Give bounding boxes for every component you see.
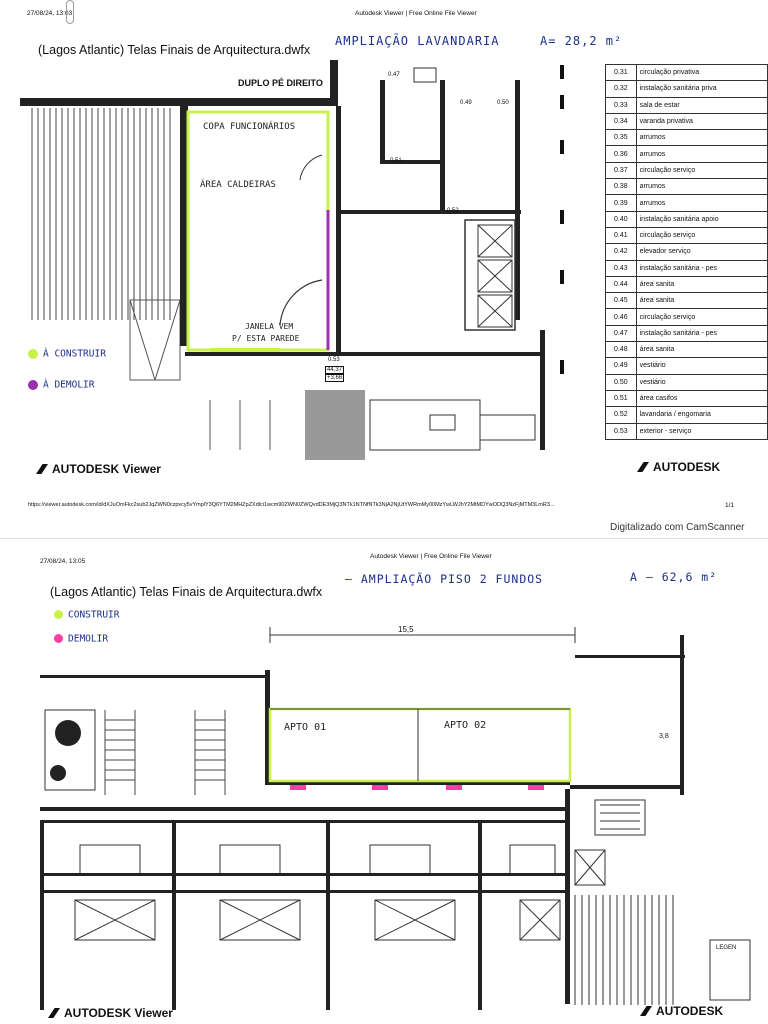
- room-name: arrumos: [636, 146, 767, 162]
- room-049: 0.49: [460, 100, 472, 106]
- room-number: 0.35: [606, 130, 637, 146]
- room-row: [606, 195, 768, 211]
- room-number: 0.44: [606, 276, 637, 292]
- label-janela-2: P/ ESTA PAREDE: [232, 334, 300, 343]
- dimension-label: 15,5: [398, 625, 414, 634]
- room-row: [606, 358, 768, 374]
- room-name: instalação sanitária apoio: [636, 211, 767, 227]
- room-name: área casifos: [636, 390, 767, 406]
- room-name: vestiário: [636, 358, 767, 374]
- page2-legend-demolir: DEMOLIR: [54, 630, 108, 648]
- label-area-caldeiras: ÁREA CALDEIRAS: [200, 180, 276, 190]
- room-name: circulação serviço: [636, 309, 767, 325]
- room-number: 0.43: [606, 260, 637, 276]
- room-name: instalação sanitária - pes: [636, 260, 767, 276]
- room-number: 0.33: [606, 97, 637, 113]
- autodesk-logo-icon: [48, 1008, 60, 1018]
- label-copa: COPA FUNCIONÁRIOS: [203, 122, 296, 132]
- room-row: [606, 227, 768, 243]
- room-number: 0.51: [606, 390, 637, 406]
- room-name: circulação serviço: [636, 227, 767, 243]
- dimension-side-label: 3,8: [659, 733, 669, 740]
- page2-handwritten-title: — AMPLIAÇÃO PISO 2 FUNDOS: [345, 572, 544, 586]
- room-number: 0.31: [606, 65, 637, 81]
- room-row: [606, 130, 768, 146]
- room-number: 0.45: [606, 293, 637, 309]
- room-number: 0.46: [606, 309, 637, 325]
- page1-url[interactable]: https://viewer.autodesk.com/id/dXJuOmFkc2sub2JqZWN0czpvcy5vYmplY3Q6YTM2MHZpZXdlci1wcm90ZWN0ZWQvdDE3MjQ3NTk1NTNfNTk3NjA2NjUtYWRmMy00MzYwLWJhY2MtMDYwODQ3NzFjMTM3LmR3...: [28, 502, 555, 508]
- room-row: [606, 179, 768, 195]
- room-row: [606, 260, 768, 276]
- page1-header: Autodesk Viewer | Free Online File Viewer: [355, 10, 477, 17]
- autodesk-logo-icon: [637, 462, 649, 472]
- room-number: 0.52: [606, 407, 637, 423]
- room-name: elevador serviço: [636, 244, 767, 260]
- room-number: 0.40: [606, 211, 637, 227]
- label-apto-02: APTO 02: [444, 720, 487, 731]
- room-053-area: 44,37: [327, 367, 343, 373]
- label-janela-1: JANELA VEM: [245, 322, 294, 331]
- room-name: sala de estar: [636, 97, 767, 113]
- room-052: 0.52: [447, 208, 459, 214]
- room-name: área sanita: [636, 342, 767, 358]
- room-row: [606, 325, 768, 341]
- room-name: exterior - serviço: [636, 423, 767, 439]
- room-row: [606, 162, 768, 178]
- room-number: 0.48: [606, 342, 637, 358]
- room-name: arrumos: [636, 130, 767, 146]
- room-row: [606, 211, 768, 227]
- room-row: [606, 146, 768, 162]
- room-name: arrumos: [636, 195, 767, 211]
- room-row: [606, 113, 768, 129]
- room-name: lavandaria / engomaria: [636, 407, 767, 423]
- scanner-watermark: Digitalizado com CamScanner: [610, 522, 745, 533]
- page2-handwritten-area: A — 62,6 m²: [630, 570, 718, 584]
- legend-box-label: LEGEN: [716, 945, 737, 951]
- room-number: 0.34: [606, 113, 637, 129]
- page1-timestamp: 27/08/24, 13:03: [27, 10, 73, 17]
- room-name: instalação sanitária priva: [636, 81, 767, 97]
- room-number: 0.49: [606, 358, 637, 374]
- room-053: 0.53: [328, 357, 340, 363]
- room-row: [606, 309, 768, 325]
- label-duplo-pe-direito: DUPLO PÉ DIREITO: [238, 78, 323, 88]
- room-number: 0.50: [606, 374, 637, 390]
- room-row: [606, 407, 768, 423]
- page1-brand-left: AUTODESK Viewer: [36, 462, 161, 476]
- room-row: [606, 423, 768, 439]
- page2-brand-right: AUTODESK: [640, 1004, 723, 1018]
- page1-floor-plan: [0, 60, 600, 460]
- autodesk-logo-icon: [640, 1006, 652, 1016]
- room-047: 0.47: [388, 72, 400, 78]
- room-row: [606, 81, 768, 97]
- page2-timestamp: 27/08/24, 13:05: [40, 558, 86, 565]
- page1-brand-right: AUTODESK: [637, 460, 720, 474]
- room-name: circulação serviço: [636, 162, 767, 178]
- room-number: 0.36: [606, 146, 637, 162]
- room-name: área sanita: [636, 293, 767, 309]
- room-name: vestiário: [636, 374, 767, 390]
- room-row: [606, 374, 768, 390]
- room-row: [606, 276, 768, 292]
- paperclip-icon: [66, 0, 74, 24]
- page1-file-title: (Lagos Atlantic) Telas Finais de Arquitectura.dwfx: [38, 43, 311, 57]
- page1-handwritten-area: A= 28,2 m²: [540, 34, 623, 48]
- room-number: 0.32: [606, 81, 637, 97]
- room-number: 0.42: [606, 244, 637, 260]
- room-053-level: +3,66: [327, 375, 343, 381]
- page2-brand-left: AUTODESK Viewer: [48, 1006, 173, 1020]
- legend-demolir: À DEMOLIR: [28, 376, 94, 394]
- page2-floor-plan: [0, 615, 768, 1010]
- room-number: 0.37: [606, 162, 637, 178]
- room-name: arrumos: [636, 179, 767, 195]
- page2-header: Autodesk Viewer | Free Online File Viewer: [370, 553, 492, 560]
- page1-handwritten-title: AMPLIAÇÃO LAVANDARIA: [335, 34, 500, 48]
- room-row: [606, 244, 768, 260]
- room-row: [606, 342, 768, 358]
- room-name: varanda privativa: [636, 113, 767, 129]
- room-row: [606, 65, 768, 81]
- room-number: 0.53: [606, 423, 637, 439]
- room-name: área sanita: [636, 276, 767, 292]
- page2-legend-construir: CONSTRUIR: [54, 606, 119, 624]
- room-number: 0.39: [606, 195, 637, 211]
- label-apto-01: APTO 01: [284, 722, 327, 733]
- room-number: 0.41: [606, 227, 637, 243]
- page1-page-count: 1/1: [725, 502, 735, 509]
- room-schedule-table: [605, 64, 768, 440]
- room-row: [606, 390, 768, 406]
- autodesk-logo-icon: [36, 464, 48, 474]
- room-number: 0.38: [606, 179, 637, 195]
- room-051: 0.51: [390, 158, 402, 164]
- legend-construir: À CONSTRUIR: [28, 345, 106, 363]
- page2-file-title: (Lagos Atlantic) Telas Finais de Arquitectura.dwfx: [50, 585, 323, 599]
- page-divider: [0, 538, 768, 539]
- room-row: [606, 97, 768, 113]
- legend-demolir-swatch: [28, 380, 38, 390]
- room-name: circulação privativa: [636, 65, 767, 81]
- room-name: instalação sanitária - pes: [636, 325, 767, 341]
- room-number: 0.47: [606, 325, 637, 341]
- room-row: [606, 293, 768, 309]
- room-050: 0.50: [497, 100, 509, 106]
- legend-construir-swatch: [28, 349, 38, 359]
